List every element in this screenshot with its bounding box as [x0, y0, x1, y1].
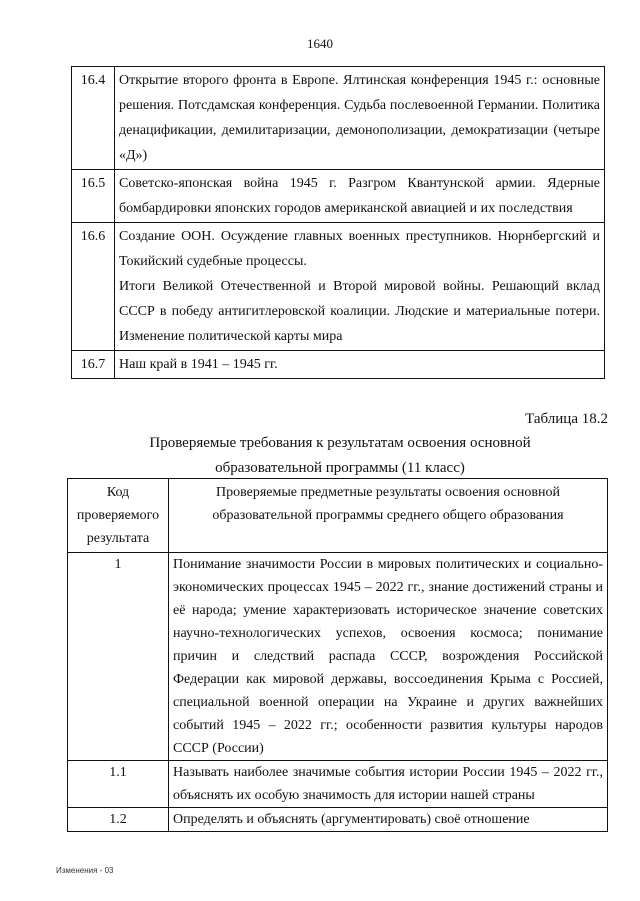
- result-code: 1.2: [68, 808, 169, 832]
- caption-line-1: Проверяемые требования к результатам освоения основной: [149, 435, 531, 451]
- row-paragraph: Итоги Великой Отечественной и Второй мировой войны. Решающий вклад СССР в победу антигитлеровской коалиции. Людские и материальные потери. Изменение политической карты мира: [119, 279, 600, 344]
- requirements-table-18-2: [67, 478, 608, 832]
- result-code: 1: [68, 553, 169, 761]
- row-paragraph: Советско-японская война 1945 г. Разгром Квантунской армии. Ядерные бомбардировки японских городов американской авиацией и их последствия: [119, 176, 600, 216]
- content-table-16: [71, 66, 605, 379]
- row-paragraph: Создание ООН. Осуждение главных военных преступников. Нюрнбергский и Токийский судебные процессы.: [119, 229, 600, 269]
- table-row: [68, 553, 608, 761]
- table-row: [72, 351, 605, 379]
- page-number: 1640: [307, 36, 333, 51]
- table-row: [68, 808, 608, 832]
- row-number: 16.6: [72, 223, 115, 351]
- row-text: [115, 223, 605, 351]
- header-description: Проверяемые предметные результаты освоения основной образовательной программы среднего общего образования: [169, 479, 608, 553]
- row-text: [115, 170, 605, 223]
- table-header-row: [68, 479, 608, 553]
- row-text: [115, 351, 605, 379]
- result-description: Называть наиболее значимые события истории России 1945 – 2022 гг., объяснять их особую значимость для истории нашей страны: [169, 761, 608, 808]
- caption-line-2: образовательной программы (11 класс): [215, 460, 465, 476]
- row-text: [115, 67, 605, 170]
- row-number: 16.4: [72, 67, 115, 170]
- result-description: Понимание значимости России в мировых политических и социально-экономических процессах 1945 – 2022 гг., знание достижений страны и её народа; умение характеризовать историческое значение советских научно-технологических успехов, освоения космоса; понимание причин и следствий распада СССР, возрождения Российской Федерации как мировой державы, воссоединения Крыма с Россией, специальной военной операции на Украине и других важнейших событий 1945 – 2022 гг.; особенности развития культуры народов СССР (России): [169, 553, 608, 761]
- table-row: [72, 170, 605, 223]
- result-code: 1.1: [68, 761, 169, 808]
- table-caption: [0, 431, 640, 481]
- table-row: [72, 67, 605, 170]
- table-row: [68, 761, 608, 808]
- revision-footer: Изменения - 03: [56, 866, 114, 875]
- table-label: Таблица 18.2: [525, 411, 608, 427]
- header-code: Код проверяемого результата: [68, 479, 169, 553]
- row-number: 16.5: [72, 170, 115, 223]
- row-paragraph: Открытие второго фронта в Европе. Ялтинская конференция 1945 г.: основные решения. Потсдамская конференция. Судьба послевоенной Германии. Политика денацификации, демилитаризации, демонополизации, демократизации (четыре «Д»): [119, 73, 600, 163]
- row-paragraph: Наш край в 1941 – 1945 гг.: [119, 357, 278, 372]
- row-number: 16.7: [72, 351, 115, 379]
- table-row: [72, 223, 605, 351]
- result-description: Определять и объяснять (аргументировать) своё отношение: [169, 808, 608, 832]
